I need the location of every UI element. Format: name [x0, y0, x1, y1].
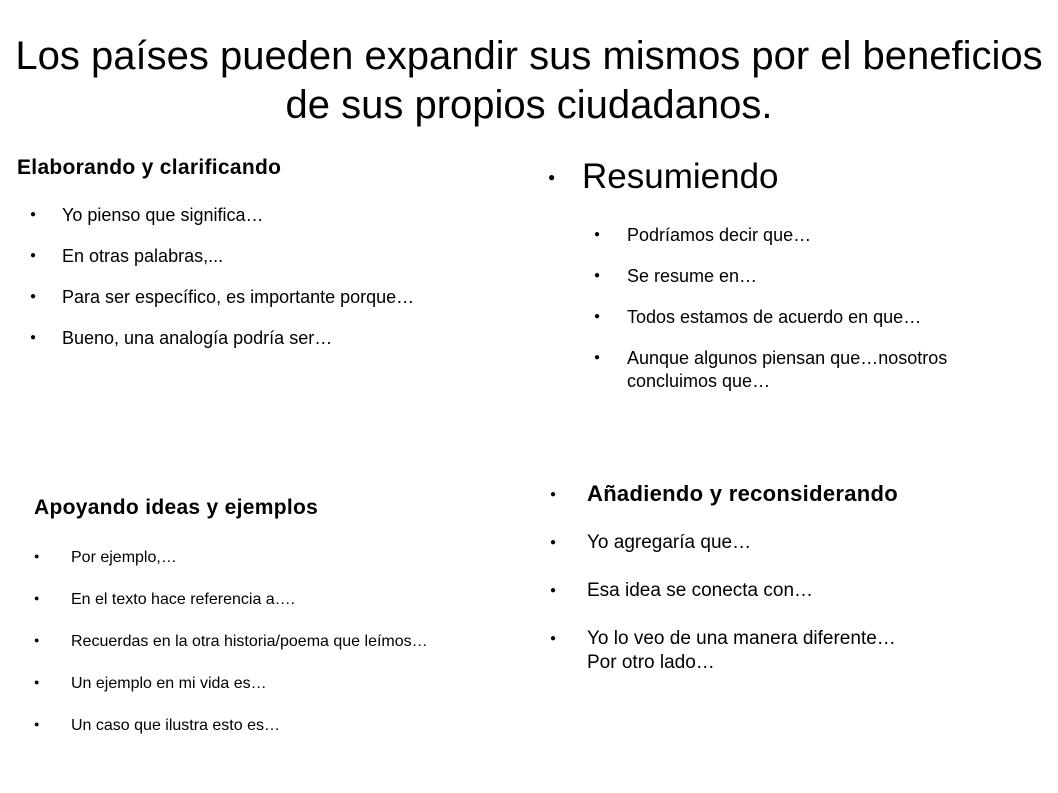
bullet-icon: ● [548, 170, 556, 184]
elaborando-list [17, 204, 497, 350]
list-item: ● Por ejemplo,… [34, 549, 177, 566]
resumiendo-heading-row [548, 155, 1048, 199]
bullet-icon: ● [594, 352, 601, 363]
bullet-icon: ● [34, 677, 40, 687]
elaborando-heading: Elaborando y clarificando [17, 156, 282, 179]
bullet-icon: ● [30, 291, 37, 302]
list-item: ● Recuerdas en la otra historia/poema que leímos… [34, 633, 428, 650]
list-item: ● Yo pienso que significa… [30, 205, 264, 225]
anadiendo-list [550, 531, 1050, 675]
bullet-icon: ● [34, 551, 40, 561]
list-item: ● Un ejemplo en mi vida es… [34, 675, 267, 692]
anadiendo-heading: Añadiendo y reconsiderando [587, 481, 898, 506]
list-item: ● Yo agregaría que… [550, 532, 752, 553]
resumiendo-section [548, 155, 1048, 411]
list-item: ● Esa idea se conecta con… [550, 580, 814, 601]
bullet-icon: ● [34, 593, 40, 603]
anadiendo-heading-row [550, 480, 1050, 508]
bullet-icon: ● [594, 311, 601, 322]
bullet-icon: ● [550, 537, 557, 548]
list-item: ● Podríamos decir que… [594, 225, 812, 245]
bullet-icon: ● [594, 270, 601, 281]
resumiendo-heading: Resumiendo [582, 157, 779, 196]
list-item: ● Todos estamos de acuerdo en que… [594, 307, 922, 327]
apoyando-heading: Apoyando ideas y ejemplos [34, 496, 319, 519]
list-item: ● En el texto hace referencia a…. [34, 591, 296, 608]
bullet-icon: ● [550, 585, 557, 596]
list-item: ● Bueno, una analogía podría ser… [30, 328, 333, 348]
list-item: ● En otras palabras,... [30, 246, 224, 266]
page-title: Los países pueden expandir sus mismos por el beneficios de sus propios ciudadanos. [15, 34, 1043, 127]
bullet-icon: ● [34, 719, 40, 729]
anadiendo-section [550, 480, 1050, 699]
list-item: ● Aunque algunos piensan que…nosotros concluimos que… [594, 348, 948, 391]
bullet-icon: ● [30, 250, 37, 261]
list-item: ● Yo lo veo de una manera diferente…Por otro lado… [550, 628, 896, 673]
bullet-icon: ● [34, 635, 40, 645]
resumiendo-list [548, 224, 1048, 393]
list-item: ● Para ser específico, es importante porque… [30, 287, 415, 307]
list-item: ● Un caso que ilustra esto es… [34, 717, 280, 734]
bullet-icon: ● [594, 229, 601, 240]
bullet-icon: ● [550, 633, 557, 644]
list-item: ● Se resume en… [594, 266, 758, 286]
bullet-icon: ● [30, 332, 37, 343]
elaborando-section [17, 155, 497, 368]
bullet-icon: ● [550, 489, 557, 500]
bullet-icon: ● [30, 209, 37, 220]
apoyando-section [34, 495, 514, 757]
apoyando-list [34, 547, 514, 736]
